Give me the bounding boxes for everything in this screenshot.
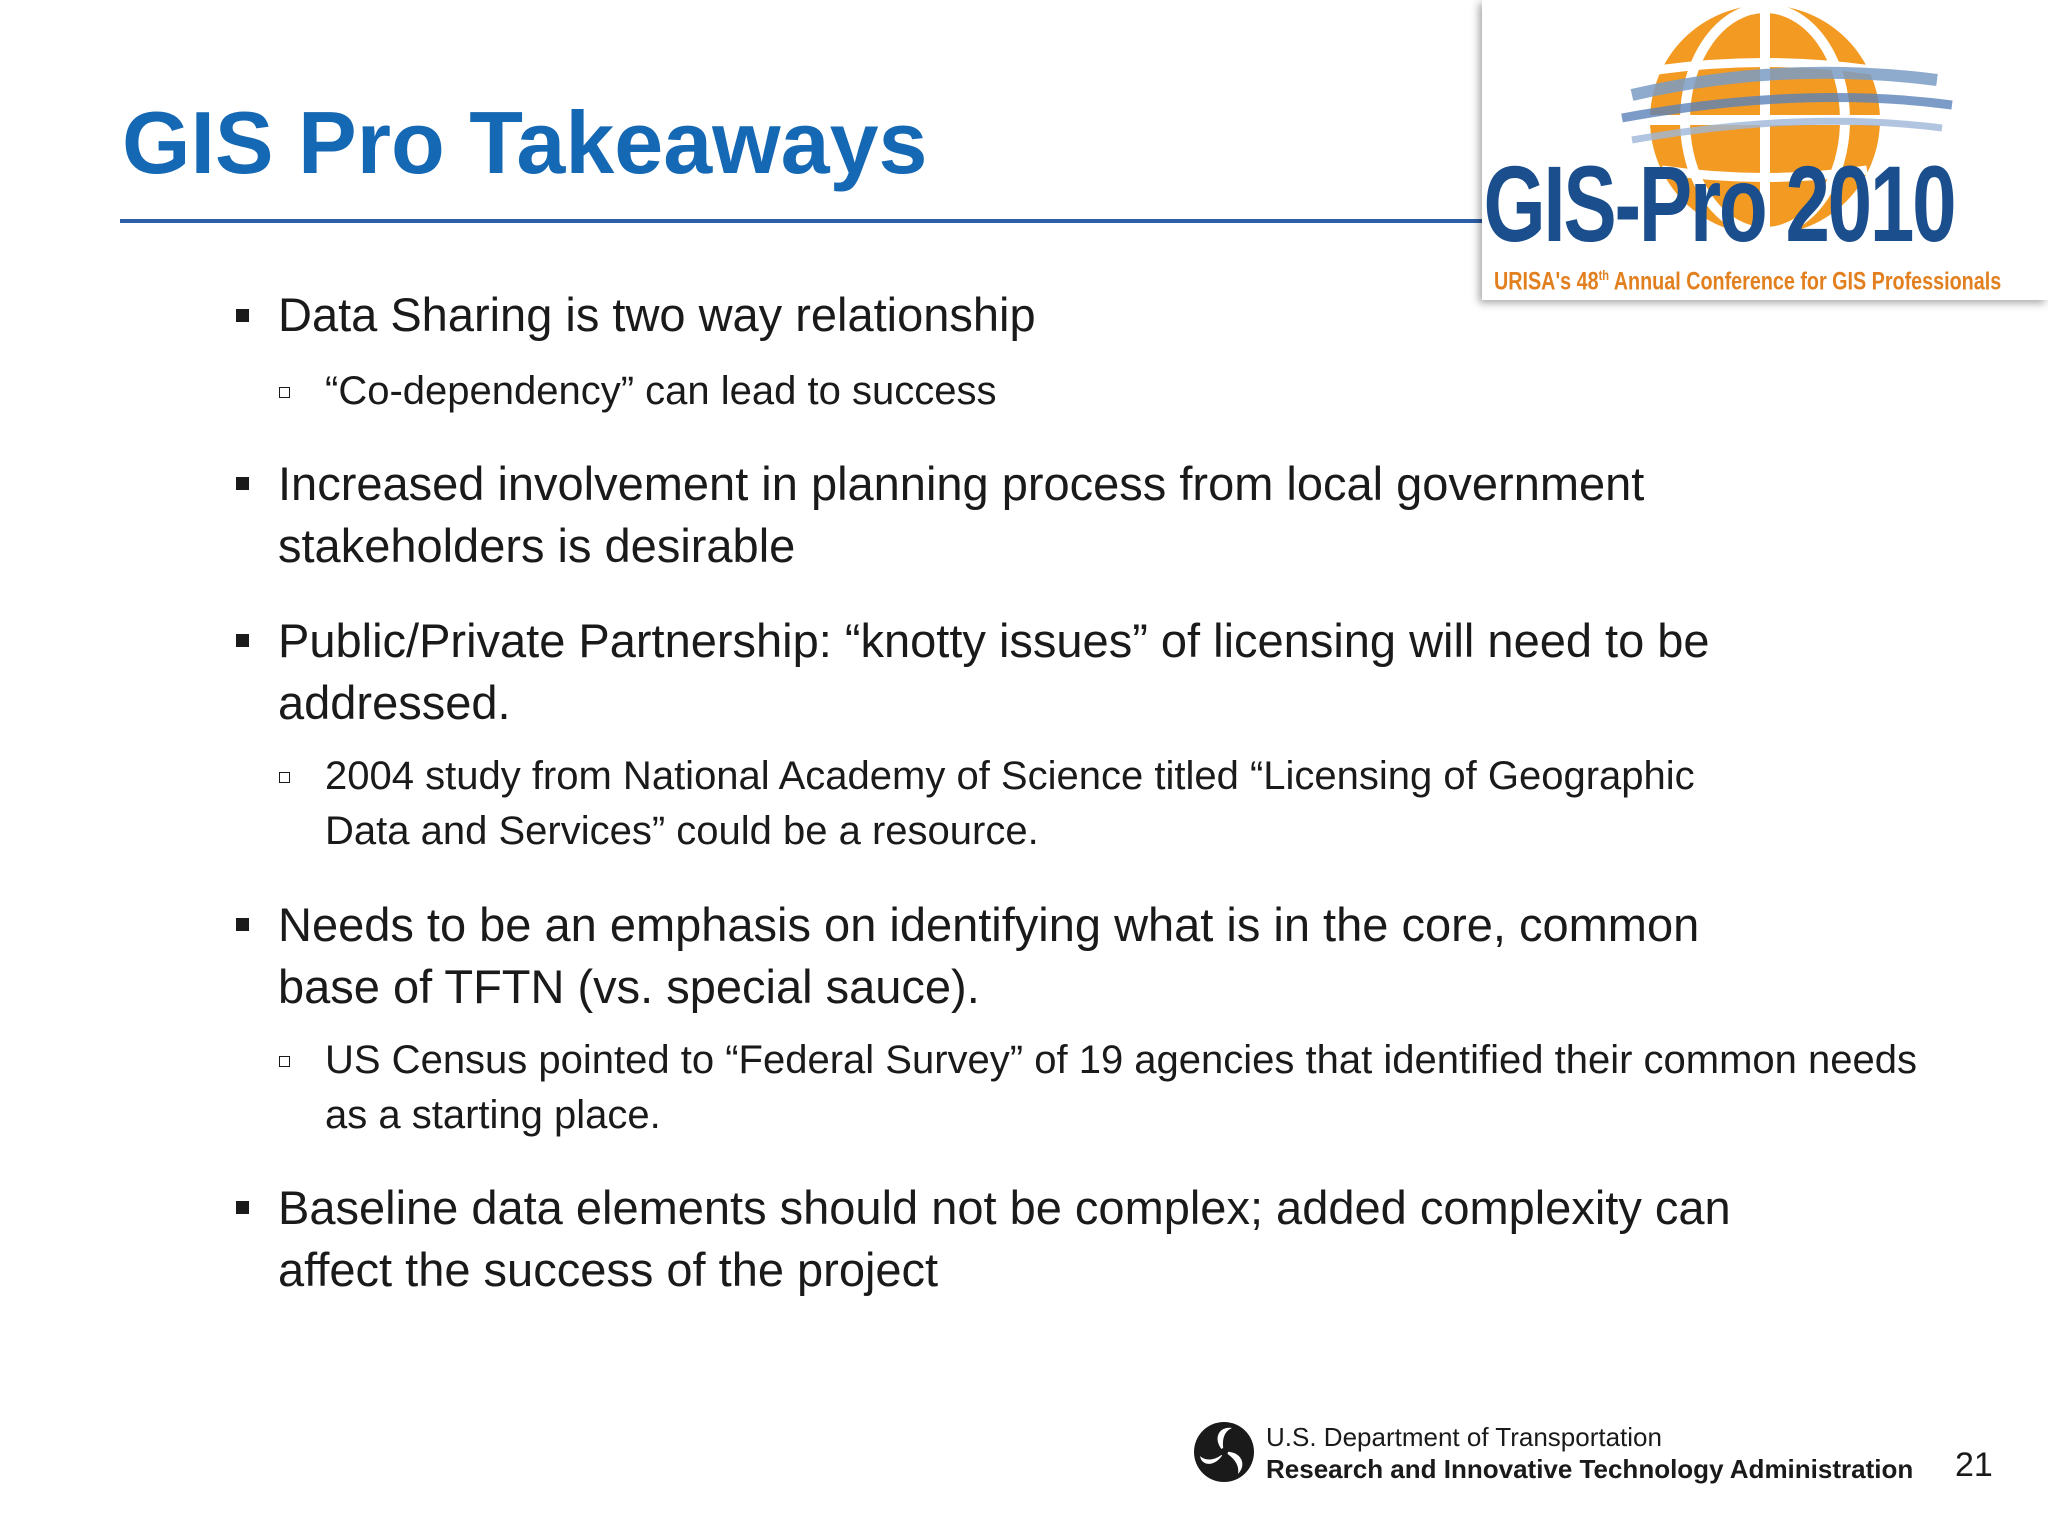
title-divider — [120, 219, 1485, 223]
footer-administration: Research and Innovative Technology Administration — [1266, 1454, 1914, 1484]
bullet-item: Increased involvement in planning process from local government stakeholders is desirable — [278, 457, 1645, 572]
bullet-marker — [236, 1201, 249, 1214]
logo-subtitle: URISA's 48th Annual Conference for GIS Professionals — [1494, 267, 2002, 296]
sub-bullet-marker — [279, 1056, 290, 1067]
footer-department: U.S. Department of Transportation — [1266, 1422, 1662, 1452]
bullet-marker — [236, 634, 249, 647]
logo-main-text: GIS-Pro 2010 — [1483, 143, 1955, 264]
bullet-item: Baseline data elements should not be complex; added complexity can affect the success of the project — [278, 1181, 1731, 1296]
slide-title: GIS Pro Takeaways — [122, 93, 928, 192]
sub-bullet-item: US Census pointed to “Federal Survey” of 19 agencies that identified their common needs as a starting place. — [325, 1038, 1917, 1137]
sub-bullet-marker — [279, 387, 290, 398]
bullet-marker — [236, 918, 249, 931]
sub-bullet-item: 2004 study from National Academy of Science titled “Licensing of Geographic Data and Services” could be a resource. — [325, 754, 1695, 853]
sub-bullet-item: “Co-dependency” can lead to success — [325, 369, 997, 413]
bullet-marker — [236, 477, 249, 490]
dot-emblem-icon — [1192, 1420, 1256, 1484]
page-number: 21 — [1955, 1446, 1993, 1484]
bullet-item: Data Sharing is two way relationship — [278, 288, 1036, 341]
bullet-item: Public/Private Partnership: “knotty issues” of licensing will need to be addressed. — [278, 614, 1710, 729]
bullet-marker — [236, 309, 249, 322]
sub-bullet-marker — [279, 772, 290, 783]
gis-pro-2010-logo — [1482, 0, 2048, 300]
bullet-item: Needs to be an emphasis on identifying what is in the core, common base of TFTN (vs. special sauce). — [278, 898, 1700, 1013]
